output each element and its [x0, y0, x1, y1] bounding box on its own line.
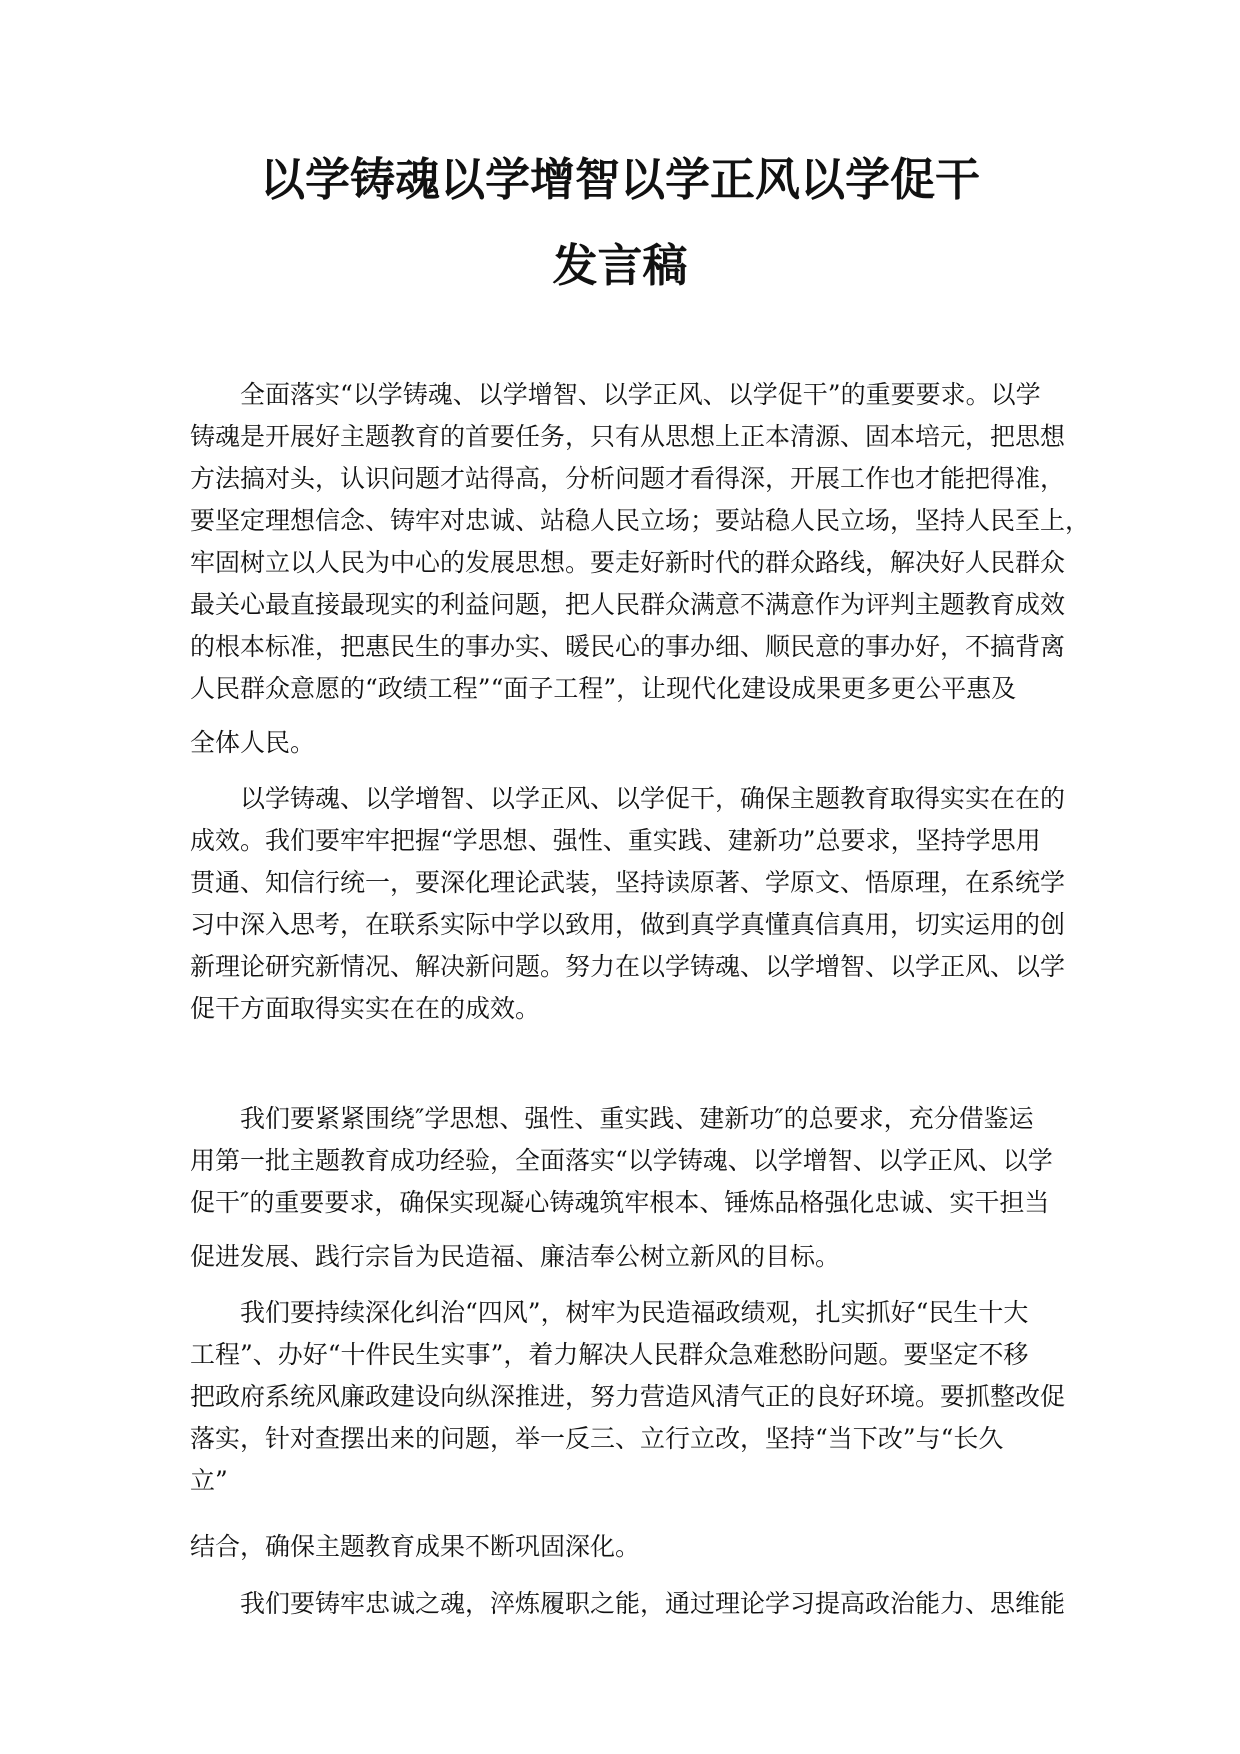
paragraph-line: 立”	[190, 1466, 228, 1495]
paragraph-line: 促进发展、践行宗旨为民造福、廉洁奉公树立新风的目标。	[190, 1242, 841, 1271]
paragraph-line: 促干方面取得实实在在的成效。	[190, 994, 541, 1023]
paragraph-line: 落实，针对查摆出来的问题，举一反三、立行立改，坚持“当下改”与“长久	[190, 1424, 1004, 1453]
document-title-line-1: 以学铸魂以学增智以学正风以学促干	[259, 153, 980, 206]
paragraph-line: 人民群众意愿的“政绩工程”“面子工程”，让现代化建设成果更多更公平惠及	[190, 674, 1017, 703]
paragraph-line: 要坚定理想信念、铸牢对忠诚、站稳人民立场；要站稳人民立场，坚持人民至上，	[190, 506, 1091, 535]
paragraph-line: 结合，确保主题教育成果不断巩固深化。	[190, 1532, 641, 1561]
document-title-line-2: 发言稿	[552, 239, 688, 292]
paragraph-line: 的根本标准，把惠民生的事办实、暖民心的事办细、顺民意的事办好，不搞背离	[190, 632, 1066, 661]
paragraph-line: 铸魂是开展好主题教育的首要任务，只有从思想上正本清源、固本培元，把思想	[190, 422, 1066, 451]
paragraph-line: 最关心最直接最现实的利益问题，把人民群众满意不满意作为评判主题教育成效	[190, 590, 1066, 619]
paragraph-line: 我们要铸牢忠诚之魂，淬炼履职之能，通过理论学习提高政治能力、思维能	[240, 1589, 1066, 1618]
paragraph-line: 把政府系统风廉政建设向纵深推进，努力营造风清气正的良好环境。要抓整改促	[190, 1382, 1066, 1411]
paragraph-line: 促干″的重要要求，确保实现凝心铸魂筑牢根本、锤炼品格强化忠诚、实干担当	[190, 1188, 1050, 1217]
paragraph-line: 用第一批主题教育成功经验，全面落实“以学铸魂、以学增智、以学正风、以学	[190, 1146, 1053, 1175]
paragraph-line: 牢固树立以人民为中心的发展思想。要走好新时代的群众路线，解决好人民群众	[190, 548, 1066, 577]
paragraph-line: 新理论研究新情况、解决新问题。努力在以学铸魂、以学增智、以学正风、以学	[190, 952, 1066, 981]
paragraph-line: 贯通、知信行统一，要深化理论武装，坚持读原著、学原文、悟原理，在系统学	[190, 868, 1066, 897]
paragraph-line: 工程”、办好“十件民生实事”，着力解决人民群众急难愁盼问题。要坚定不移	[190, 1340, 1029, 1369]
paragraph-line: 我们要持续深化纠治“四风”，树牢为民造福政绩观，扎实抓好“民生十大	[240, 1298, 1029, 1327]
paragraph-line: 我们要紧紧围绕″学思想、强性、重实践、建新功″的总要求，充分借鉴运	[240, 1104, 1034, 1133]
paragraph-line: 习中深入思考，在联系实际中学以致用，做到真学真懂真信真用，切实运用的创	[190, 910, 1066, 939]
paragraph-line: 方法搞对头，认识问题才站得高，分析问题才看得深，开展工作也才能把得准，	[190, 464, 1066, 493]
paragraph-line: 成效。我们要牢牢把握“学思想、强性、重实践、建新功”总要求，坚持学思用	[190, 826, 1041, 855]
paragraph-line: 全体人民。	[190, 728, 316, 757]
paragraph-line: 以学铸魂、以学增智、以学正风、以学促干，确保主题教育取得实实在在的	[240, 784, 1066, 813]
paragraph-line: 全面落实“以学铸魂、以学增智、以学正风、以学促干”的重要要求。以学	[240, 380, 1041, 409]
